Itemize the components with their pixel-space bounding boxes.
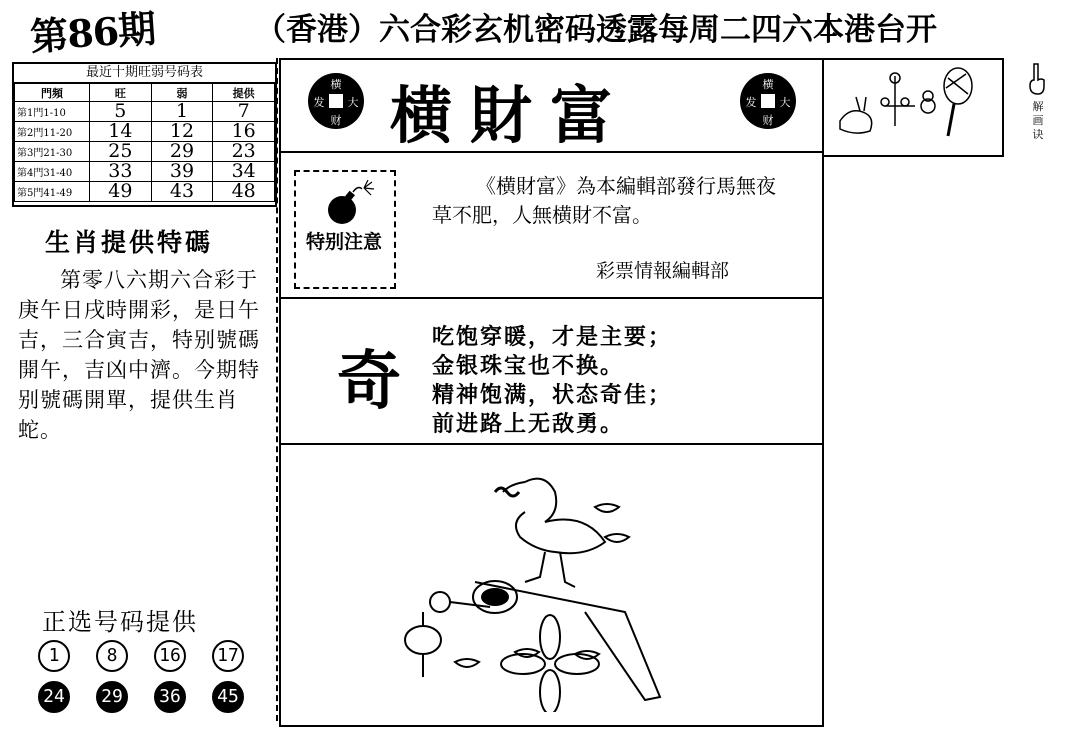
banner-title: 横財富 bbox=[390, 79, 631, 152]
row-label: 第2門11-20 bbox=[15, 122, 90, 142]
coin-char: 财 bbox=[330, 114, 342, 127]
column-header: 旺 bbox=[90, 84, 152, 102]
row-label: 第5門41-49 bbox=[15, 182, 90, 202]
headline: （香港）六合彩玄机密码透露每周二四六本港台开 bbox=[255, 12, 937, 48]
hot-value: 25 bbox=[90, 142, 152, 162]
hot-value: 49 bbox=[90, 182, 152, 202]
cold-value: 39 bbox=[151, 162, 213, 182]
crane-illustration bbox=[395, 462, 685, 712]
table-row bbox=[15, 102, 275, 122]
coin-char: 横 bbox=[762, 78, 774, 91]
pick-ball: 29 bbox=[96, 681, 128, 713]
notice-text: 《横財富》為本編輯部發行馬無夜草不肥，人無横財不富。 bbox=[432, 174, 776, 227]
divider bbox=[279, 443, 822, 445]
table-title: 最近十期旺弱号码表 bbox=[14, 64, 275, 83]
coin-icon bbox=[308, 73, 364, 129]
pick-ball: 16 bbox=[154, 640, 186, 672]
bomb-icon bbox=[322, 180, 382, 230]
coin-char: 发 bbox=[745, 96, 757, 109]
table-row bbox=[15, 142, 275, 162]
pick-ball: 8 bbox=[96, 640, 128, 672]
hot-table-grid bbox=[14, 83, 275, 202]
hot-number-table bbox=[12, 62, 277, 207]
picks-title: 正选号码提供 bbox=[42, 608, 198, 636]
column-header: 弱 bbox=[151, 84, 213, 102]
pick-ball: 1 bbox=[38, 640, 70, 672]
hint-label: 解画诀 bbox=[1032, 100, 1044, 141]
riddle-character: 奇 bbox=[337, 344, 401, 419]
notice-box bbox=[294, 170, 396, 289]
pick-value: 23 bbox=[213, 142, 275, 162]
pick-ball: 24 bbox=[38, 681, 70, 713]
poem-line: 金银珠宝也不换。 bbox=[432, 353, 625, 379]
row-label: 第1門1-10 bbox=[15, 102, 90, 122]
notice-signature: 彩票情報編輯部 bbox=[596, 260, 730, 282]
poem-line: 精神饱满，状态奇佳； bbox=[432, 382, 673, 408]
coin-char: 大 bbox=[779, 96, 791, 109]
pointing-hand-icon bbox=[1028, 62, 1048, 98]
hot-value: 14 bbox=[90, 122, 152, 142]
coin-char: 大 bbox=[347, 96, 359, 109]
column-header: 提供 bbox=[213, 84, 275, 102]
pick-ball: 45 bbox=[212, 681, 244, 713]
zodiac-text: 第零八六期六合彩于庚午日戌時開彩，是日午吉，三合寅吉，特别號碼開午，吉凶中濟。今期特别號碼開單，提供生肖蛇。 bbox=[18, 268, 260, 442]
cold-value: 29 bbox=[151, 142, 213, 162]
row-label: 第4門31-40 bbox=[15, 162, 90, 182]
pick-value: 7 bbox=[213, 102, 275, 122]
table-row bbox=[15, 182, 275, 202]
coin-char: 发 bbox=[313, 96, 325, 109]
issue-number: 第86期 bbox=[28, 5, 157, 60]
hot-value: 5 bbox=[90, 102, 152, 122]
pick-value: 48 bbox=[213, 182, 275, 202]
notice-label: 特别注意 bbox=[305, 231, 382, 253]
poem-line: 吃饱穿暖，才是主要； bbox=[432, 324, 673, 350]
coin-char: 财 bbox=[762, 114, 774, 127]
cold-value: 1 bbox=[151, 102, 213, 122]
cold-value: 43 bbox=[151, 182, 213, 202]
table-row bbox=[15, 122, 275, 142]
table-row bbox=[15, 162, 275, 182]
zodiac-title: 生肖提供特碼 bbox=[45, 228, 214, 257]
hot-value: 33 bbox=[90, 162, 152, 182]
pick-ball: 36 bbox=[154, 681, 186, 713]
poem-line: 前进路上无敌勇。 bbox=[432, 411, 625, 437]
row-label: 第3門21-30 bbox=[15, 142, 90, 162]
rebus-illustration bbox=[830, 66, 980, 146]
coin-icon bbox=[740, 73, 796, 129]
pick-value: 34 bbox=[213, 162, 275, 182]
table-header-row bbox=[15, 84, 275, 102]
coin-char: 横 bbox=[330, 78, 342, 91]
column-header: 門頻 bbox=[15, 84, 90, 102]
cold-value: 12 bbox=[151, 122, 213, 142]
pick-value: 16 bbox=[213, 122, 275, 142]
divider bbox=[279, 297, 822, 299]
pick-ball: 17 bbox=[212, 640, 244, 672]
